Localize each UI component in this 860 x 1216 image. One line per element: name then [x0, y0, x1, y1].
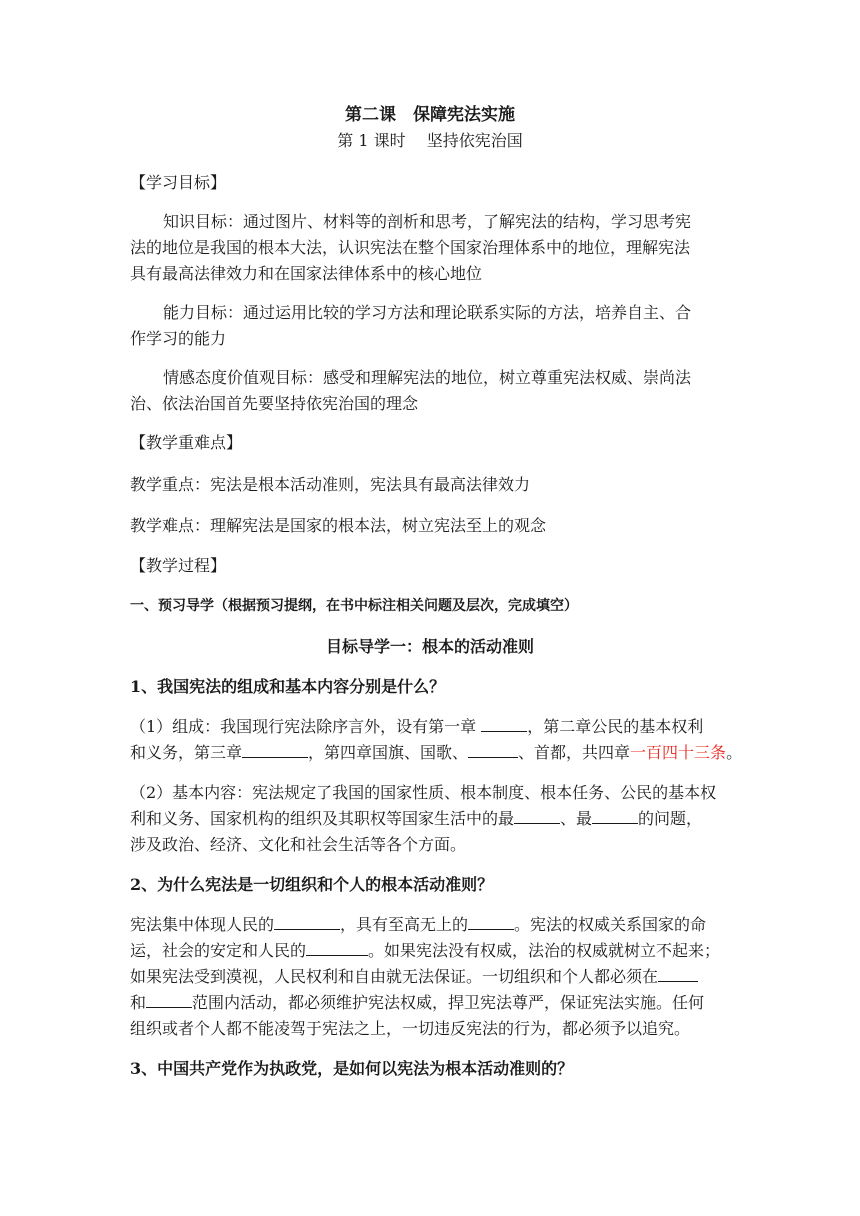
lesson-title: 第二课 保障宪法实施	[345, 105, 515, 125]
answer-red-text: 一百四十三条	[630, 743, 727, 762]
text-span: 和	[130, 993, 147, 1012]
goal-one-heading: 目标导学一：根本的活动准则	[325, 637, 534, 656]
q2-answer-line-1	[130, 915, 706, 935]
fill-blank[interactable]	[468, 743, 518, 758]
question-2: 2、为什么宪法是一切组织和个人的根本活动准则？	[130, 875, 494, 894]
emotion-line-1: 情感态度价值观目标：感受和理解宪法的地位，树立尊重宪法权威、崇尚法	[163, 368, 692, 387]
fill-blank[interactable]	[658, 967, 698, 982]
emotion-line-2: 治、依法治国首先要坚持依宪治国的理念	[130, 394, 419, 413]
fill-blank[interactable]	[481, 717, 527, 732]
difficulty-heading: 【教学重难点】	[130, 433, 243, 452]
text-span: 。宪法的权威关系国家的命	[514, 915, 707, 934]
fill-blank[interactable]	[242, 743, 308, 758]
text-span: 、最	[560, 809, 593, 828]
fill-blank[interactable]	[592, 809, 638, 824]
lesson-subtitle: 第 1 课时 坚持依宪治国	[337, 131, 523, 150]
fill-blank[interactable]	[274, 915, 340, 930]
text-span: 运，社会的安定和人民的	[130, 941, 307, 960]
text-span: 范围内活动，都必须维护宪法权威，捍卫宪法尊严，保证宪法实施。任何	[192, 993, 705, 1012]
difficult-point: 教学难点：理解宪法是国家的根本法，树立宪法至上的观念	[130, 516, 547, 535]
text-span: ，第四章国旗、国歌、	[308, 743, 469, 762]
text-span: 利和义务、国家机构的组织及其职权等国家生活中的最	[130, 809, 515, 828]
knowledge-line-2: 法的地位是我国的根本大法，认识宪法在整个国家治理体系中的地位，理解宪法	[130, 238, 691, 257]
text-span: 和义务，第三章	[130, 743, 243, 762]
knowledge-line-1: 知识目标：通过图片、材料等的剖析和思考，了解宪法的结构，学习思考宪	[163, 212, 692, 231]
fill-blank[interactable]	[306, 941, 368, 956]
question-3: 3、中国共产党作为执政党，是如何以宪法为根本活动准则的？	[130, 1059, 574, 1078]
q1-part1-line-2	[130, 743, 742, 763]
text-span: ，具有至高无上的	[340, 915, 469, 934]
ability-line-2: 作学习的能力	[130, 329, 227, 348]
text-span: 的问题，	[638, 809, 703, 828]
text-span: 。如果宪法没有权威，法治的权威就树立不起来；	[368, 941, 721, 960]
q2-answer-line-4	[130, 993, 704, 1013]
q1-part2-line-1: （2）基本内容：宪法规定了我国的国家性质、根本制度、根本任务、公民的基本权	[130, 783, 717, 802]
fill-blank[interactable]	[468, 915, 514, 930]
q1-part2-line-3: 涉及政治、经济、文化和社会生活等各个方面。	[130, 835, 467, 854]
text-span: 宪法集中体现人民的	[130, 915, 275, 934]
q2-answer-line-2	[130, 941, 720, 961]
text-span: ，第二章公民的基本权利	[527, 717, 704, 736]
question-1: 1、我国宪法的组成和基本内容分别是什么？	[130, 677, 446, 696]
text-span: 。	[726, 743, 743, 762]
key-point: 教学重点：宪法是根本活动准则，宪法具有最高法律效力	[130, 475, 531, 494]
q2-answer-line-3	[130, 967, 698, 987]
objectives-heading: 【学习目标】	[130, 173, 227, 192]
text-span: 、首都，共四章	[518, 743, 631, 762]
text-span: 如果宪法受到漠视，人民权利和自由就无法保证。一切组织和个人都必须在	[130, 967, 659, 986]
ability-line-1: 能力目标：通过运用比较的学习方法和理论联系实际的方法，培养自主、合	[163, 303, 692, 322]
q1-part1-line-1	[130, 717, 703, 737]
fill-blank[interactable]	[146, 993, 192, 1008]
preview-heading: 一、预习导学（根据预习提纲，在书中标注相关问题及层次，完成填空）	[130, 598, 578, 614]
q2-answer-line-5: 组织或者个人都不能凌驾于宪法之上，一切违反宪法的行为，都必须予以追究。	[130, 1019, 691, 1038]
q1-part2-line-2	[130, 809, 702, 829]
process-heading: 【教学过程】	[130, 556, 227, 575]
knowledge-line-3: 具有最高法律效力和在国家法律体系中的核心地位	[130, 264, 483, 283]
text-span: （1）组成：我国现行宪法除序言外，设有第一章	[130, 717, 482, 736]
fill-blank[interactable]	[514, 809, 560, 824]
